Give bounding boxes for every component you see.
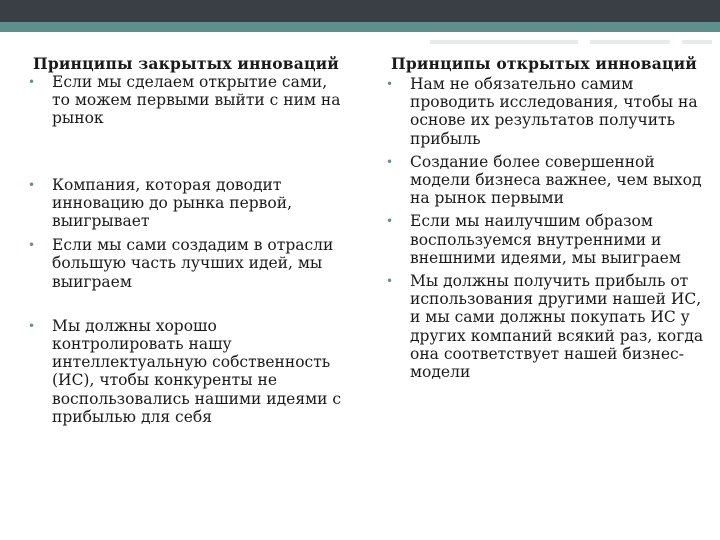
closed-innovation-heading: Принципы закрытых инноваций (32, 54, 339, 73)
closed-innovation-column (26, 55, 346, 426)
list-item-text: Компания, которая доводит инновацию до рынка первой, выигрывает (52, 175, 293, 231)
list-item (384, 75, 704, 148)
list-item (384, 153, 704, 208)
decor-line (682, 40, 712, 44)
list-item (26, 236, 346, 291)
open-innovation-column (384, 55, 704, 381)
decor-line (430, 40, 578, 44)
bullet-icon: • (386, 77, 394, 91)
list-item-text: Если мы сделаем открытие сами, то можем первыми выйти с ним на рынок (52, 73, 341, 128)
list-item (26, 176, 346, 231)
closed-innovation-list (26, 73, 346, 426)
bullet-icon: • (386, 214, 394, 229)
list-item (384, 272, 704, 381)
open-innovation-list (384, 75, 704, 381)
list-item-text: Если мы сами создадим в отрасли большую часть лучших идей, мы выиграем (52, 236, 334, 291)
list-item (26, 317, 346, 426)
bullet-icon: • (28, 238, 36, 253)
list-item-text: Если мы наилучшим образом воспользуемся внутренними и внешними идеями, мы выиграем (410, 212, 681, 267)
bullet-icon: • (28, 318, 36, 333)
list-item (384, 212, 704, 267)
open-innovation-heading: Принципы открытых инноваций (390, 54, 697, 73)
header-bar-teal (0, 22, 720, 32)
bullet-icon: • (386, 274, 394, 289)
bullet-icon: • (28, 177, 36, 192)
list-item-text: Мы должны хорошо контролировать нашу интеллектуальную собственность (ИС), чтобы конкуренты не воспользовались нашими идеями с прибылью для себя (52, 316, 342, 426)
list-item-text: Создание более совершенной модели бизнеса важнее, чем выход на рынок первыми (410, 152, 702, 208)
bullet-icon: • (386, 154, 394, 169)
bullet-icon: • (28, 75, 36, 89)
list-item (26, 73, 346, 128)
list-item-text: Нам не обязательно самим проводить исследования, чтобы на основе их результатов получить прибыль (410, 75, 698, 148)
list-item-text: Мы должны получить прибыль от использования другими нашей ИС, и мы сами должны покупать ИС у других компаний всякий раз, когда она соответствует нашей бизнес-модели (410, 272, 704, 382)
header-bar-dark (0, 0, 720, 22)
decor-line (590, 40, 670, 44)
